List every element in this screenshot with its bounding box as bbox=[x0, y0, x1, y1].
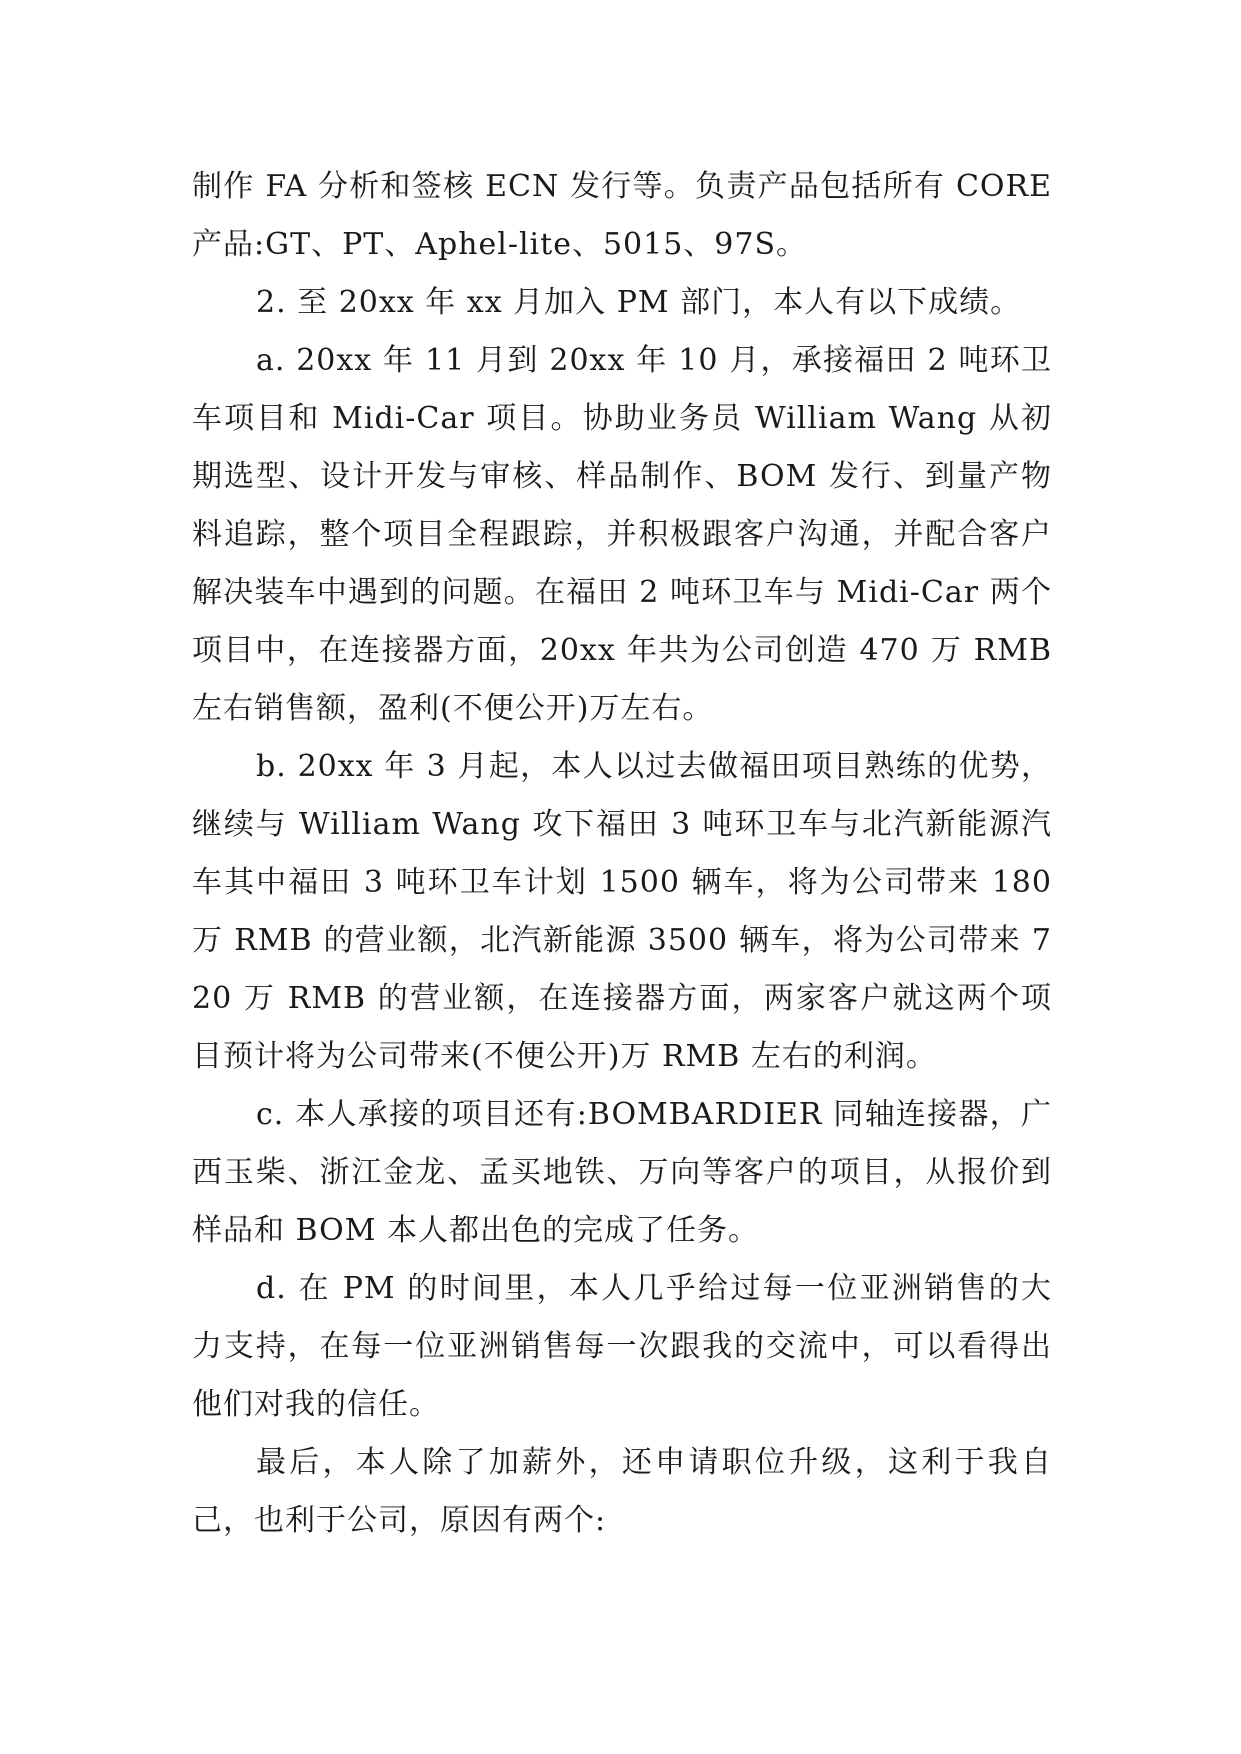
paragraph-achievement-a: a. 20xx 年 11 月到 20xx 年 10 月，承接福田 2 吨环卫车项目和 Midi-Car 项目。协助业务员 William Wang 从初期选型、设计开发与审核、样品制作、BOM 发行、到量产物料追踪，整个项目全程跟踪，并积极跟客户沟通，并配合客户解决装车中遇到的问题。在福田 2 吨环卫车与 Midi-Car 两个项目中，在连接器方面，20xx 年共为公司创造 470 万 RMB 左右销售额，盈利(不便公开)万左右。 bbox=[192, 343, 1052, 726]
paragraph-achievement-b: b. 20xx 年 3 月起，本人以过去做福田项目熟练的优势，继续与 William Wang 攻下福田 3 吨环卫车与北汽新能源汽车其中福田 3 吨环卫车计划 1500 辆车，将为公司带来 180 万 RMB 的营业额，北汽新能源 3500 辆车，将为公司带来 720 万 RMB 的营业额，在连接器方面，两家客户就这两个项目预计将为公司带来(不便公开)万 RMB 左右的利润。 bbox=[192, 749, 1052, 1074]
paragraph-conclusion: 最后，本人除了加薪外，还申请职位升级，这利于我自己，也利于公司，原因有两个: bbox=[192, 1445, 1052, 1538]
paragraph-pm-achievements-intro: 2. 至 20xx 年 xx 月加入 PM 部门，本人有以下成绩。 bbox=[256, 285, 1022, 320]
paragraph-core-products: 制作 FA 分析和签核 ECN 发行等。负责产品包括所有 CORE 产品:GT、PT、Aphel-lite、5015、97S。 bbox=[192, 169, 1052, 262]
paragraph-achievement-c: c. 本人承接的项目还有:BOMBARDIER 同轴连接器，广西玉柴、浙江金龙、孟买地铁、万向等客户的项目，从报价到样品和 BOM 本人都出色的完成了任务。 bbox=[192, 1097, 1052, 1248]
document-body bbox=[192, 158, 1052, 1550]
paragraph-achievement-d: d. 在 PM 的时间里，本人几乎给过每一位亚洲销售的大力支持，在每一位亚洲销售每一次跟我的交流中，可以看得出他们对我的信任。 bbox=[192, 1271, 1052, 1422]
